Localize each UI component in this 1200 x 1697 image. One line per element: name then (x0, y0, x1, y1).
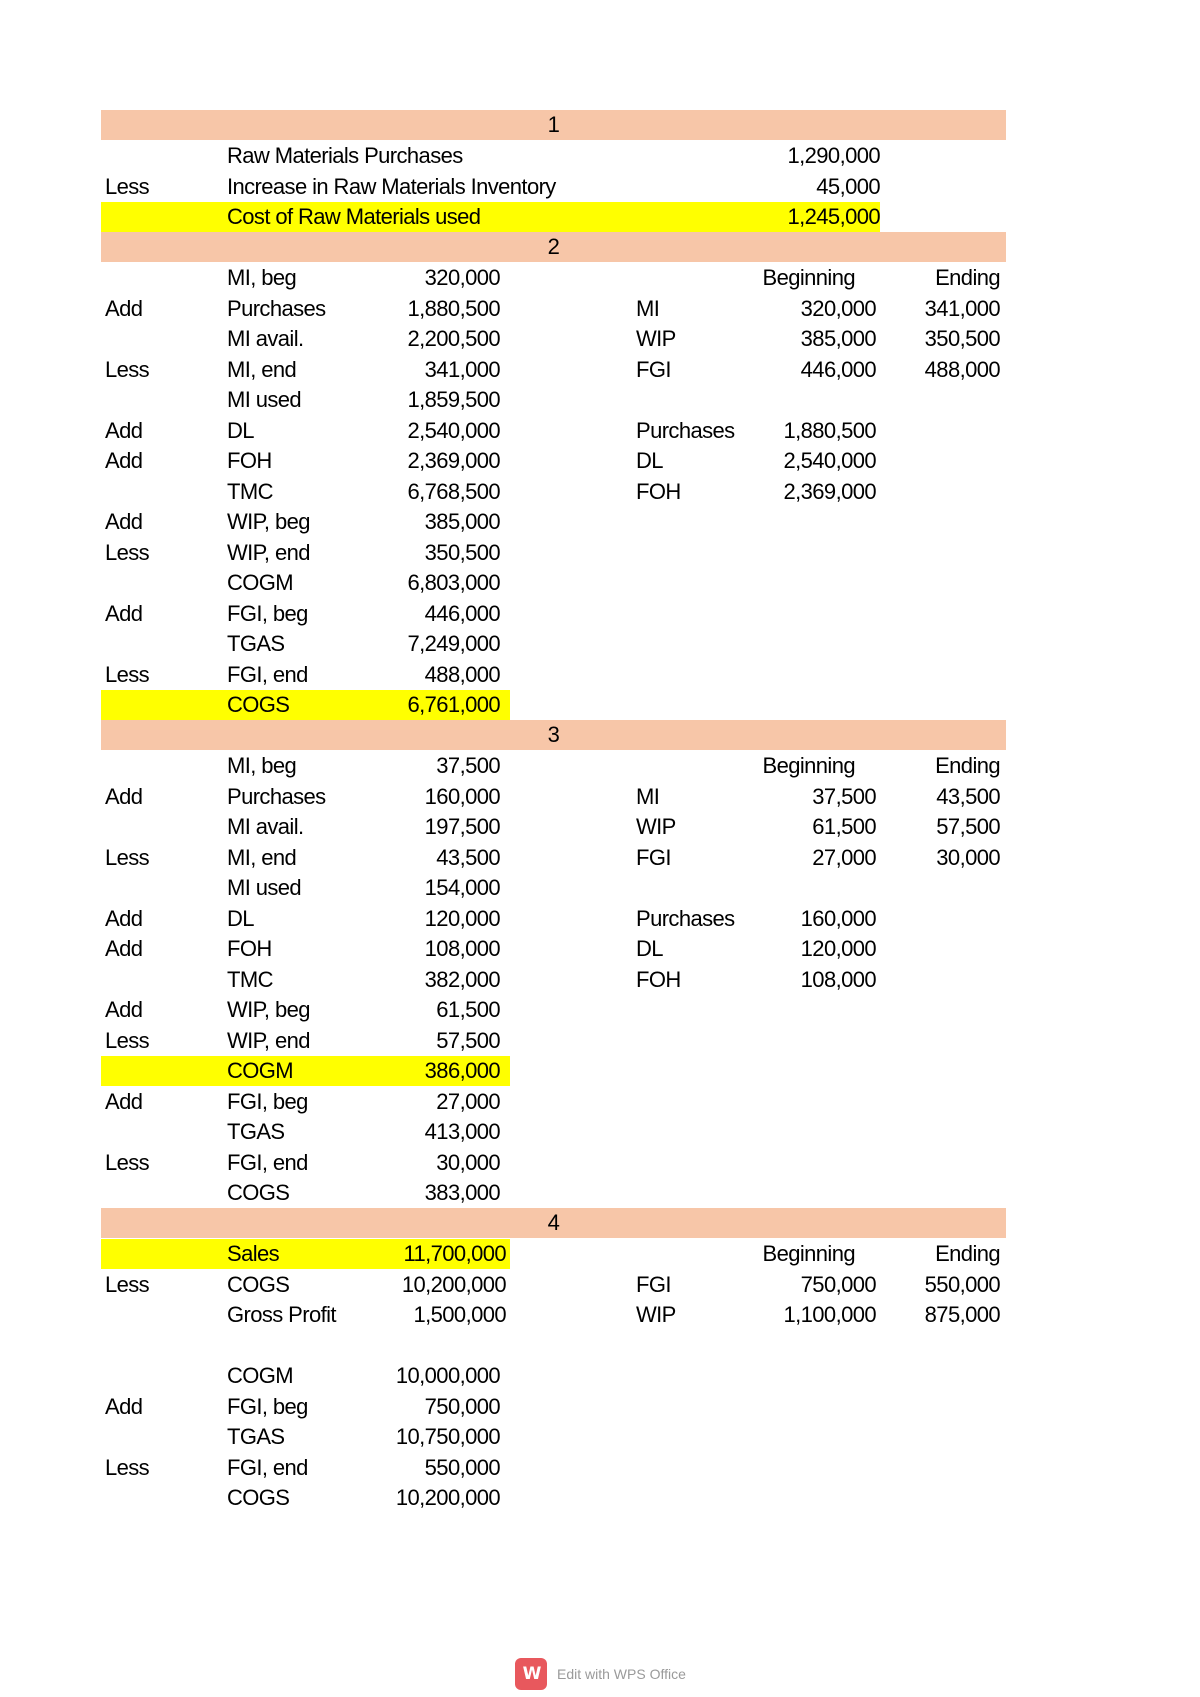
inventory-label: FGI (636, 844, 671, 870)
cost-value: 160,000 (800, 905, 876, 931)
row-label: COGS (227, 692, 290, 717)
row-label: Gross Profit (227, 1302, 336, 1327)
row-value: 197,500 (424, 814, 500, 839)
row-label: TMC (227, 478, 273, 504)
row-value: 1,500,000 (413, 1302, 506, 1327)
row-value: 2,200,500 (407, 326, 500, 351)
inventory-beginning: 320,000 (800, 295, 876, 321)
row-label: FGI, end (227, 1454, 308, 1480)
row-operator: Less (105, 844, 150, 870)
row-label: WIP, end (227, 539, 310, 565)
row-operator: Less (105, 173, 150, 199)
row-value: 750,000 (424, 1393, 500, 1419)
row-label: WIP, beg (227, 997, 310, 1022)
row-operator: Add (105, 509, 143, 534)
inventory-beginning: 37,500 (812, 783, 876, 809)
row-value: 382,000 (424, 966, 500, 992)
section-4-header (101, 1208, 1006, 1238)
section-2-header (101, 232, 1006, 262)
row-value: 446,000 (424, 600, 500, 626)
inventory-label: WIP (636, 1302, 676, 1327)
row-value: 108,000 (424, 936, 500, 961)
row-value: 10,000,000 (395, 1363, 500, 1388)
row-operator: Add (105, 295, 143, 321)
row-value: 385,000 (424, 509, 500, 534)
row-operator: Less (105, 356, 150, 382)
row-operator: Less (105, 1027, 150, 1053)
row-label: Cost of Raw Materials used (227, 204, 481, 229)
cost-value: 120,000 (800, 936, 876, 961)
column-header-ending: Ending (935, 265, 1000, 290)
row-value: 350,500 (424, 539, 500, 565)
row-label: Raw Materials Purchases (227, 143, 463, 168)
row-operator: Add (105, 905, 143, 931)
inventory-label: FGI (636, 1271, 671, 1297)
cost-label: DL (636, 936, 663, 961)
column-header-ending: Ending (935, 753, 1000, 778)
row-label: COGS (227, 1180, 290, 1205)
cost-value: 2,540,000 (783, 448, 876, 473)
wps-footer[interactable] (515, 1657, 686, 1691)
row-operator: Less (105, 1149, 150, 1175)
row-value: 27,000 (436, 1088, 500, 1114)
cost-label: FOH (636, 966, 681, 992)
inventory-label: FGI (636, 356, 671, 382)
inventory-ending: 341,000 (924, 295, 1000, 321)
row-label: MI used (227, 387, 302, 412)
inventory-ending: 30,000 (936, 844, 1000, 870)
row-label: Purchases (227, 783, 326, 809)
row-value: 6,768,500 (407, 478, 500, 504)
row-value: 1,880,500 (407, 295, 500, 321)
inventory-ending: 43,500 (936, 783, 1000, 809)
row-label: TGAS (227, 1424, 285, 1449)
row-value: 1,859,500 (407, 387, 500, 412)
section-number: 2 (547, 234, 560, 259)
row-value: 120,000 (424, 905, 500, 931)
row-operator: Less (105, 1271, 150, 1297)
row-label: MI avail. (227, 814, 304, 839)
row-operator: Add (105, 997, 143, 1022)
row-value: 386,000 (424, 1058, 500, 1083)
row-operator: Add (105, 936, 143, 961)
row-label: FGI, beg (227, 1088, 308, 1114)
row-label: FOH (227, 448, 272, 473)
row-value: 413,000 (424, 1119, 500, 1144)
row-value: 10,200,000 (401, 1271, 506, 1297)
row-label: COGM (227, 1363, 294, 1388)
cost-value: 2,369,000 (783, 478, 876, 504)
inventory-beginning: 446,000 (800, 356, 876, 382)
row-label: MI, end (227, 356, 297, 382)
row-value: 1,245,000 (787, 204, 880, 229)
row-value: 43,500 (436, 844, 500, 870)
section-3-header (101, 720, 1006, 750)
row-operator: Less (105, 539, 150, 565)
row-label: Increase in Raw Materials Inventory (227, 173, 556, 199)
row-label: MI, beg (227, 753, 297, 778)
inventory-label: WIP (636, 814, 676, 839)
row-label: WIP, end (227, 1027, 310, 1053)
row-value: 2,369,000 (407, 448, 500, 473)
section-number: 4 (547, 1210, 560, 1235)
row-value: 61,500 (436, 997, 500, 1022)
section-number: 1 (547, 112, 560, 137)
row-value: 320,000 (424, 265, 500, 290)
row-label: FGI, beg (227, 1393, 308, 1419)
inventory-ending: 350,500 (924, 326, 1000, 351)
inventory-ending: 488,000 (924, 356, 1000, 382)
row-label: FGI, end (227, 1149, 308, 1175)
section-number: 3 (547, 722, 560, 747)
row-value: 1,290,000 (787, 143, 880, 168)
row-value: 550,000 (424, 1454, 500, 1480)
row-label: DL (227, 905, 254, 931)
cost-value: 1,880,500 (783, 417, 876, 443)
row-label: TMC (227, 966, 273, 992)
row-value: 154,000 (424, 875, 500, 900)
row-value: 383,000 (424, 1180, 500, 1205)
row-value: 57,500 (436, 1027, 500, 1053)
row-value: 45,000 (816, 173, 880, 199)
row-label: TGAS (227, 1119, 285, 1144)
row-operator: Add (105, 783, 143, 809)
row-label: MI, beg (227, 265, 297, 290)
row-label: COGM (227, 570, 294, 595)
row-value: 488,000 (424, 661, 500, 687)
inventory-beginning: 385,000 (800, 326, 876, 351)
column-header-beginning: Beginning (762, 753, 855, 778)
inventory-label: WIP (636, 326, 676, 351)
row-value: 37,500 (436, 753, 500, 778)
row-operator: Add (105, 600, 143, 626)
row-label: Purchases (227, 295, 326, 321)
row-label: MI, end (227, 844, 297, 870)
row-value: 6,803,000 (407, 570, 500, 595)
inventory-beginning: 61,500 (812, 814, 876, 839)
row-label: Sales (227, 1241, 280, 1266)
cost-label: Purchases (636, 905, 735, 931)
column-header-beginning: Beginning (762, 265, 855, 290)
section-1-header (101, 110, 1006, 140)
row-value: 6,761,000 (407, 692, 500, 717)
row-value: 11,700,000 (403, 1241, 506, 1266)
inventory-label: MI (636, 295, 660, 321)
row-operator: Add (105, 1088, 143, 1114)
row-label: FOH (227, 936, 272, 961)
row-value: 10,200,000 (395, 1485, 500, 1510)
inventory-ending: 550,000 (924, 1271, 1000, 1297)
row-operator: Add (105, 448, 143, 473)
row-value: 2,540,000 (407, 417, 500, 443)
row-label: COGS (227, 1485, 290, 1510)
row-label: DL (227, 417, 254, 443)
inventory-beginning: 27,000 (812, 844, 876, 870)
row-value: 10,750,000 (395, 1424, 500, 1449)
row-label: MI used (227, 875, 302, 900)
column-header-ending: Ending (935, 1241, 1000, 1266)
row-label: FGI, beg (227, 600, 308, 626)
row-value: 7,249,000 (407, 631, 500, 656)
row-operator: Less (105, 1454, 150, 1480)
row-value: 341,000 (424, 356, 500, 382)
row-label: WIP, beg (227, 509, 310, 534)
column-header-beginning: Beginning (762, 1241, 855, 1266)
row-label: FGI, end (227, 661, 308, 687)
inventory-ending: 57,500 (936, 814, 1000, 839)
row-label: TGAS (227, 631, 285, 656)
cost-label: DL (636, 448, 663, 473)
inventory-beginning: 750,000 (800, 1271, 876, 1297)
row-operator: Less (105, 661, 150, 687)
footer-text: Edit with WPS Office (557, 1666, 686, 1682)
row-label: COGS (227, 1271, 290, 1297)
cost-value: 108,000 (800, 966, 876, 992)
inventory-label: MI (636, 783, 660, 809)
row-operator: Add (105, 417, 143, 443)
cost-label: Purchases (636, 417, 735, 443)
row-operator: Add (105, 1393, 143, 1419)
wps-office-logo-icon: W (515, 1658, 547, 1690)
row-label: COGM (227, 1058, 294, 1083)
row-label: MI avail. (227, 326, 304, 351)
row-value: 30,000 (436, 1149, 500, 1175)
row-value: 160,000 (424, 783, 500, 809)
inventory-beginning: 1,100,000 (783, 1302, 876, 1327)
cost-label: FOH (636, 478, 681, 504)
inventory-ending: 875,000 (924, 1302, 1000, 1327)
